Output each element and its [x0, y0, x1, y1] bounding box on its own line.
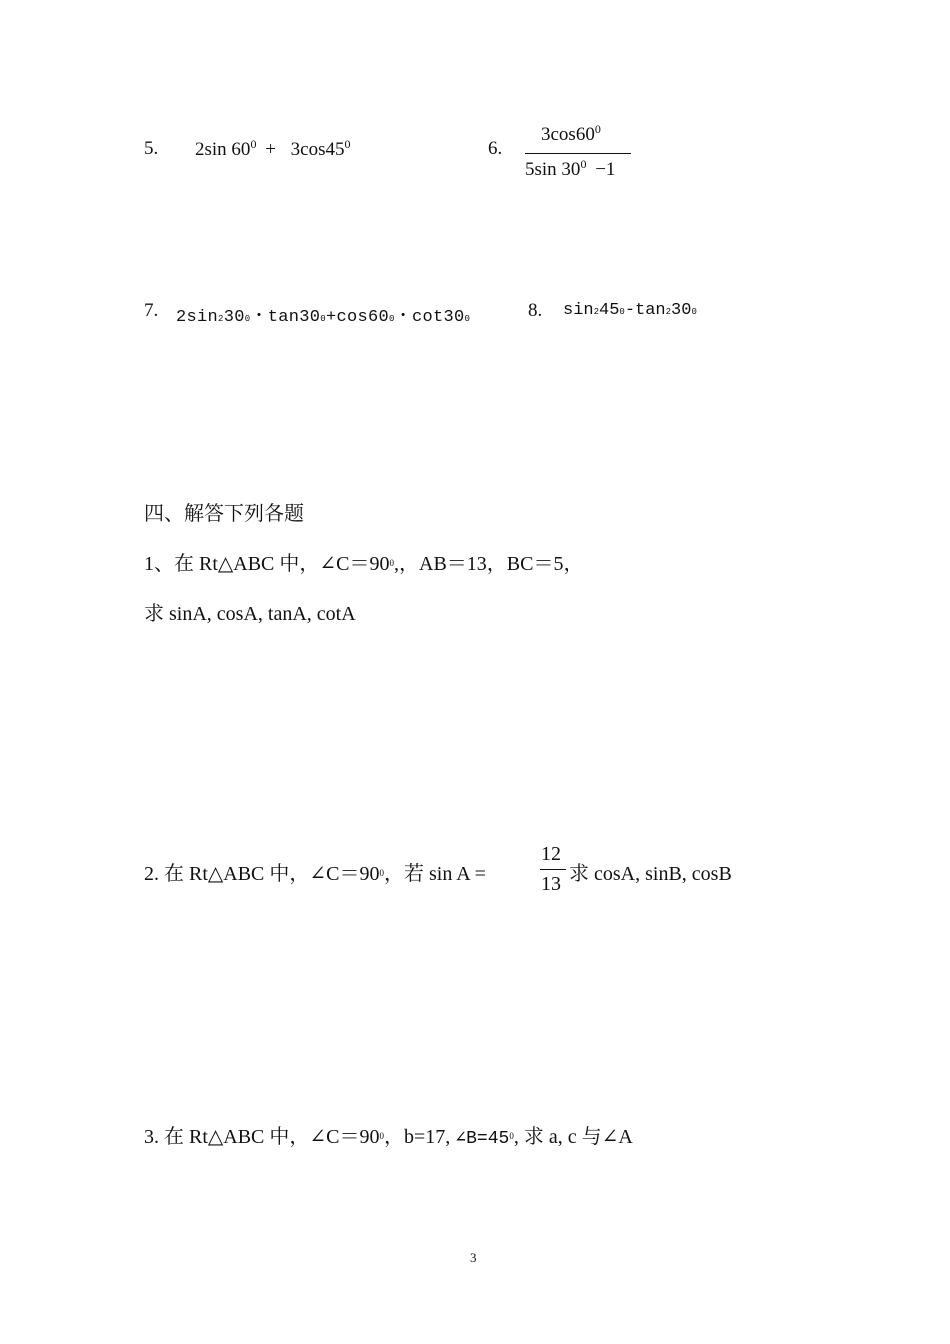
p6-numerator-degree: 0 — [594, 122, 601, 136]
question-3 — [144, 1120, 633, 1149]
q3-tail: , 求 a, c 与∠A — [513, 1126, 633, 1148]
problem-6-fraction-bar — [525, 153, 631, 154]
p7-t2: 30 — [223, 308, 245, 327]
question-1-line-2: 求 sinA, cosA, tanA, cotA — [144, 603, 356, 625]
p7-t2-sup: 0 — [244, 314, 251, 324]
p8-t4: 30 — [671, 301, 692, 320]
problem-8-number: 8. — [528, 300, 543, 321]
p5-plus: + — [265, 139, 276, 160]
p6-denominator-tail: −1 — [595, 159, 616, 180]
q2-fraction-bar — [540, 869, 566, 870]
question-1-line-1 — [144, 547, 583, 576]
q2-text-a: 2. 在 Rt△ABC 中，∠C＝90 — [144, 863, 380, 885]
problem-5-expression — [195, 137, 350, 161]
problem-7-expression — [176, 301, 470, 327]
p8-t3-sup: 2 — [665, 307, 672, 317]
q2-sin-a: sin A = — [429, 863, 486, 885]
q1-degree: 0 — [389, 558, 394, 568]
p5-term-a: 2sin 60 — [195, 139, 251, 160]
q3-text-b: ，b=17, — [384, 1126, 456, 1148]
p6-denominator-degree: 0 — [580, 157, 587, 171]
p7-t3-sup: 0 — [320, 314, 326, 324]
section-heading: 四、解答下列各题 — [144, 503, 304, 525]
page-number: 3 — [470, 1250, 477, 1265]
p6-numerator-text: 3cos60 — [541, 124, 595, 145]
q2-text-b: ，若 — [384, 863, 424, 885]
p8-t3: -tan — [624, 301, 666, 320]
q2-fraction-numerator: 12 — [541, 843, 561, 865]
p5-term-b-degree: 0 — [344, 137, 351, 151]
p6-denominator-text: 5sin 30 — [525, 159, 581, 180]
question-2-lead — [144, 857, 486, 886]
problem-5-number: 5. — [144, 138, 159, 159]
p7-t1-sup: 2 — [218, 314, 224, 324]
q1-text-b: ,，AB＝13，BC＝5， — [394, 553, 584, 575]
p8-t2: 45 — [599, 301, 620, 320]
q2-degree: 0 — [379, 868, 384, 878]
p8-t1-sup: 2 — [593, 307, 600, 317]
question-2-tail: 求 cosA, sinB, cosB — [569, 863, 732, 885]
p8-t2-sup: 0 — [619, 307, 625, 317]
q3-text-a: 3. 在 Rt△ABC 中，∠C＝90 — [144, 1126, 380, 1148]
q1-text-a: 1、在 Rt△ABC 中，∠C＝90 — [144, 553, 390, 575]
problem-8-expression — [563, 301, 697, 320]
q3-angle-degree: 0 — [509, 1131, 514, 1141]
p7-t4-sup: 0 — [388, 314, 395, 324]
p7-t1: 2sin — [176, 308, 219, 327]
p5-term-b: 3cos45 — [290, 139, 345, 160]
p5-term-a-degree: 0 — [250, 137, 257, 151]
p8-t1: sin — [563, 301, 594, 320]
p7-t4: +cos60 — [325, 308, 389, 327]
q3-angle: ∠B=45 — [455, 1129, 510, 1149]
problem-6-number: 6. — [488, 138, 503, 159]
problem-6-denominator — [525, 157, 615, 181]
p7-t3: ・tan30 — [250, 308, 321, 327]
problem-6-numerator — [541, 122, 601, 146]
p7-t5: ・cot30 — [394, 308, 465, 327]
q3-degree: 0 — [379, 1131, 384, 1141]
p7-t5-sup: 0 — [464, 314, 471, 324]
problem-7-number: 7. — [144, 300, 159, 321]
p8-t4-sup: 0 — [691, 307, 697, 317]
q2-fraction-denominator: 13 — [541, 873, 561, 895]
